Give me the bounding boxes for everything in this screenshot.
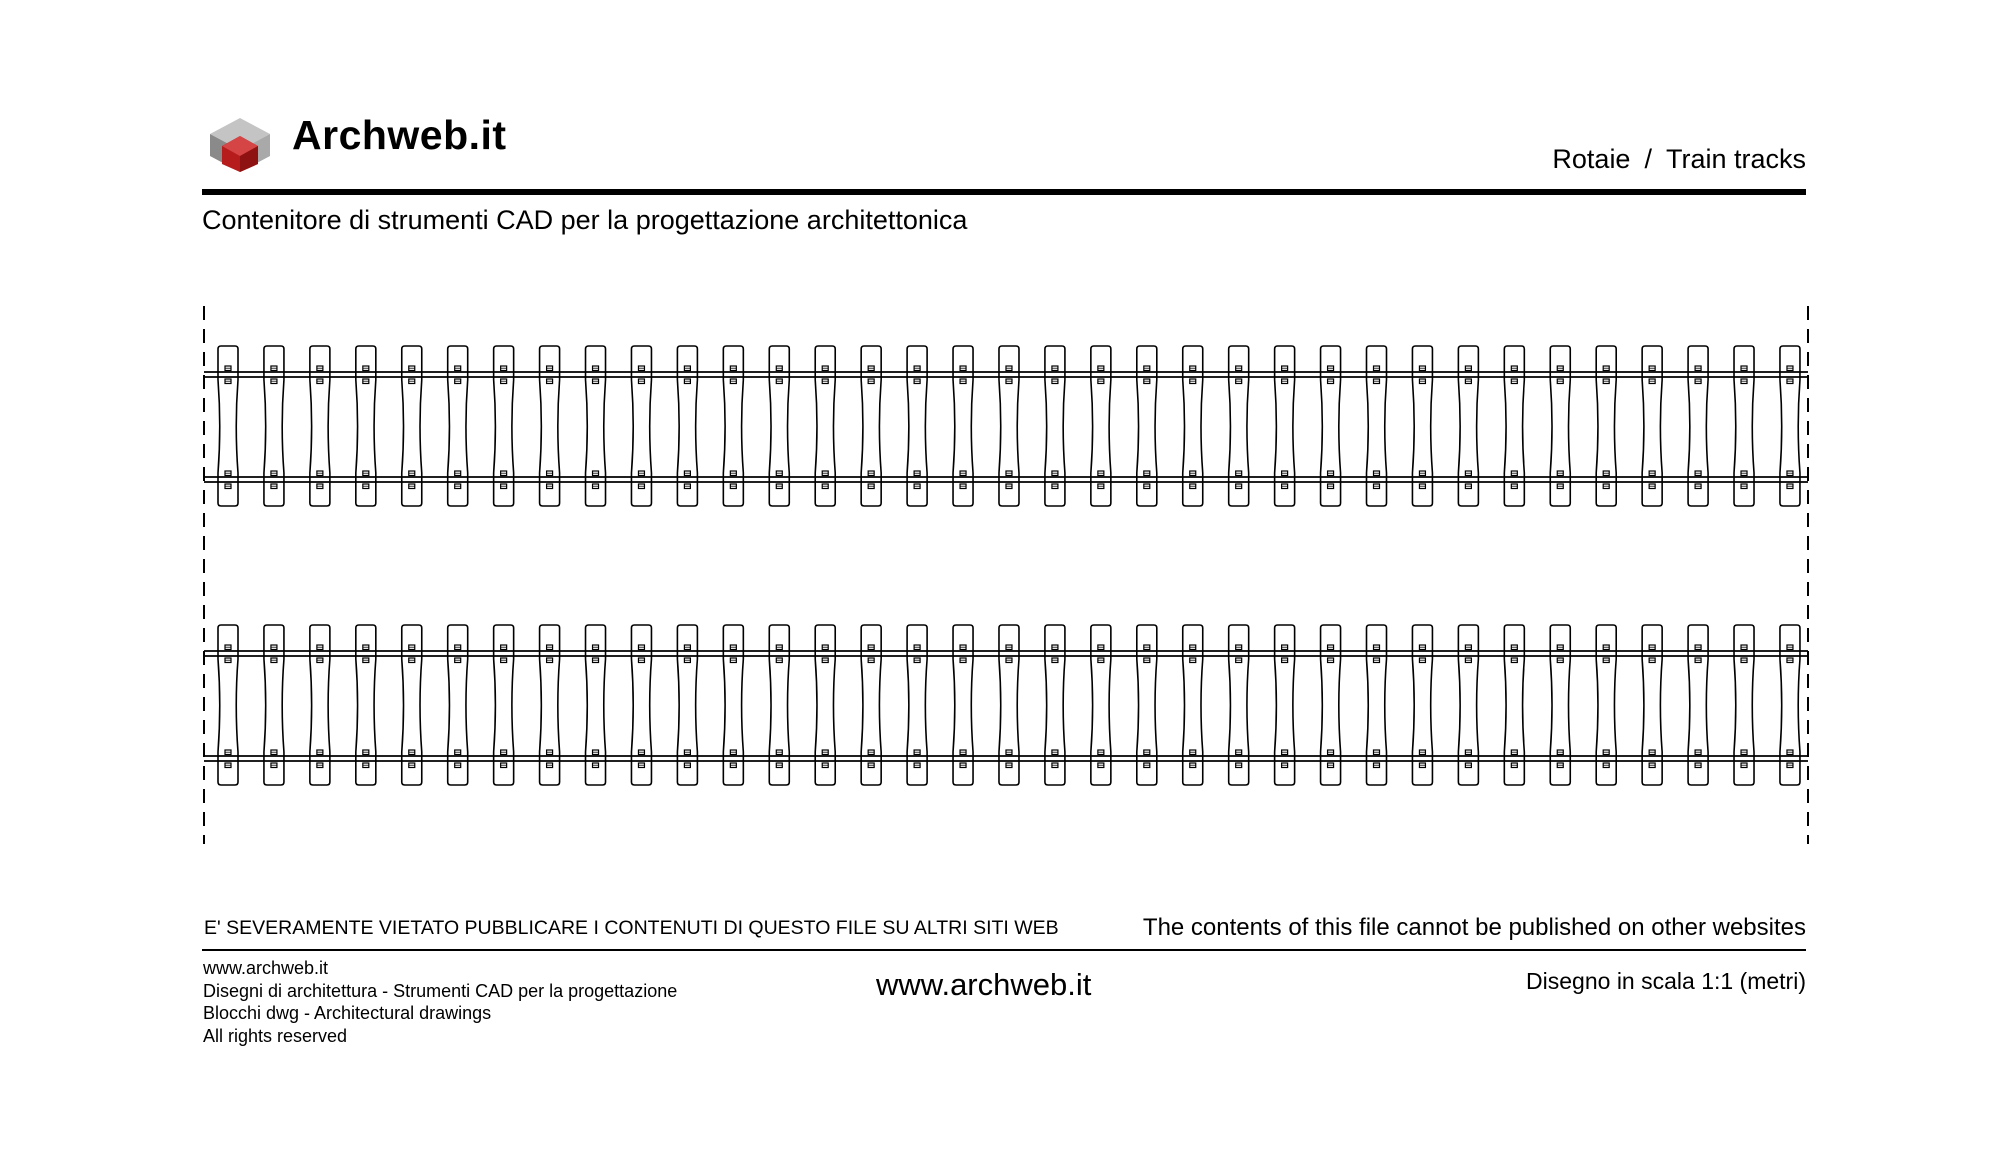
cube-logo-icon xyxy=(208,116,272,174)
footer-divider xyxy=(202,949,1806,951)
copyright-notice-italian: E' SEVERAMENTE VIETATO PUBBLICARE I CONTENUTI DI QUESTO FILE SU ALTRI SITI WEB xyxy=(204,917,1059,939)
scale-note: Disegno in scala 1:1 (metri) xyxy=(1526,968,1806,994)
logo-text: Archweb.it xyxy=(292,112,507,158)
footer-website[interactable]: www.archweb.it xyxy=(876,967,1092,1002)
track xyxy=(204,346,1808,506)
footer-info xyxy=(203,957,677,1047)
footer-line: Disegni di architettura - Strumenti CAD per la progettazione xyxy=(203,980,678,1001)
track xyxy=(204,625,1808,785)
footer-line: Blocchi dwg - Architectural drawings xyxy=(203,1003,492,1023)
copyright-notice-english: The contents of this file cannot be published on other websites xyxy=(1142,914,1806,941)
footer-line: All rights reserved xyxy=(203,1025,348,1046)
title-english: Train tracks xyxy=(1665,144,1806,174)
footer-line: www.archweb.it xyxy=(203,958,329,978)
page-title xyxy=(1552,144,1806,175)
train-tracks-drawing xyxy=(196,296,1814,856)
title-separator: / xyxy=(1644,144,1652,174)
header-divider xyxy=(202,189,1806,195)
title-italian: Rotaie xyxy=(1552,144,1631,174)
tagline: Contenitore di strumenti CAD per la progettazione architettonica xyxy=(202,205,968,235)
